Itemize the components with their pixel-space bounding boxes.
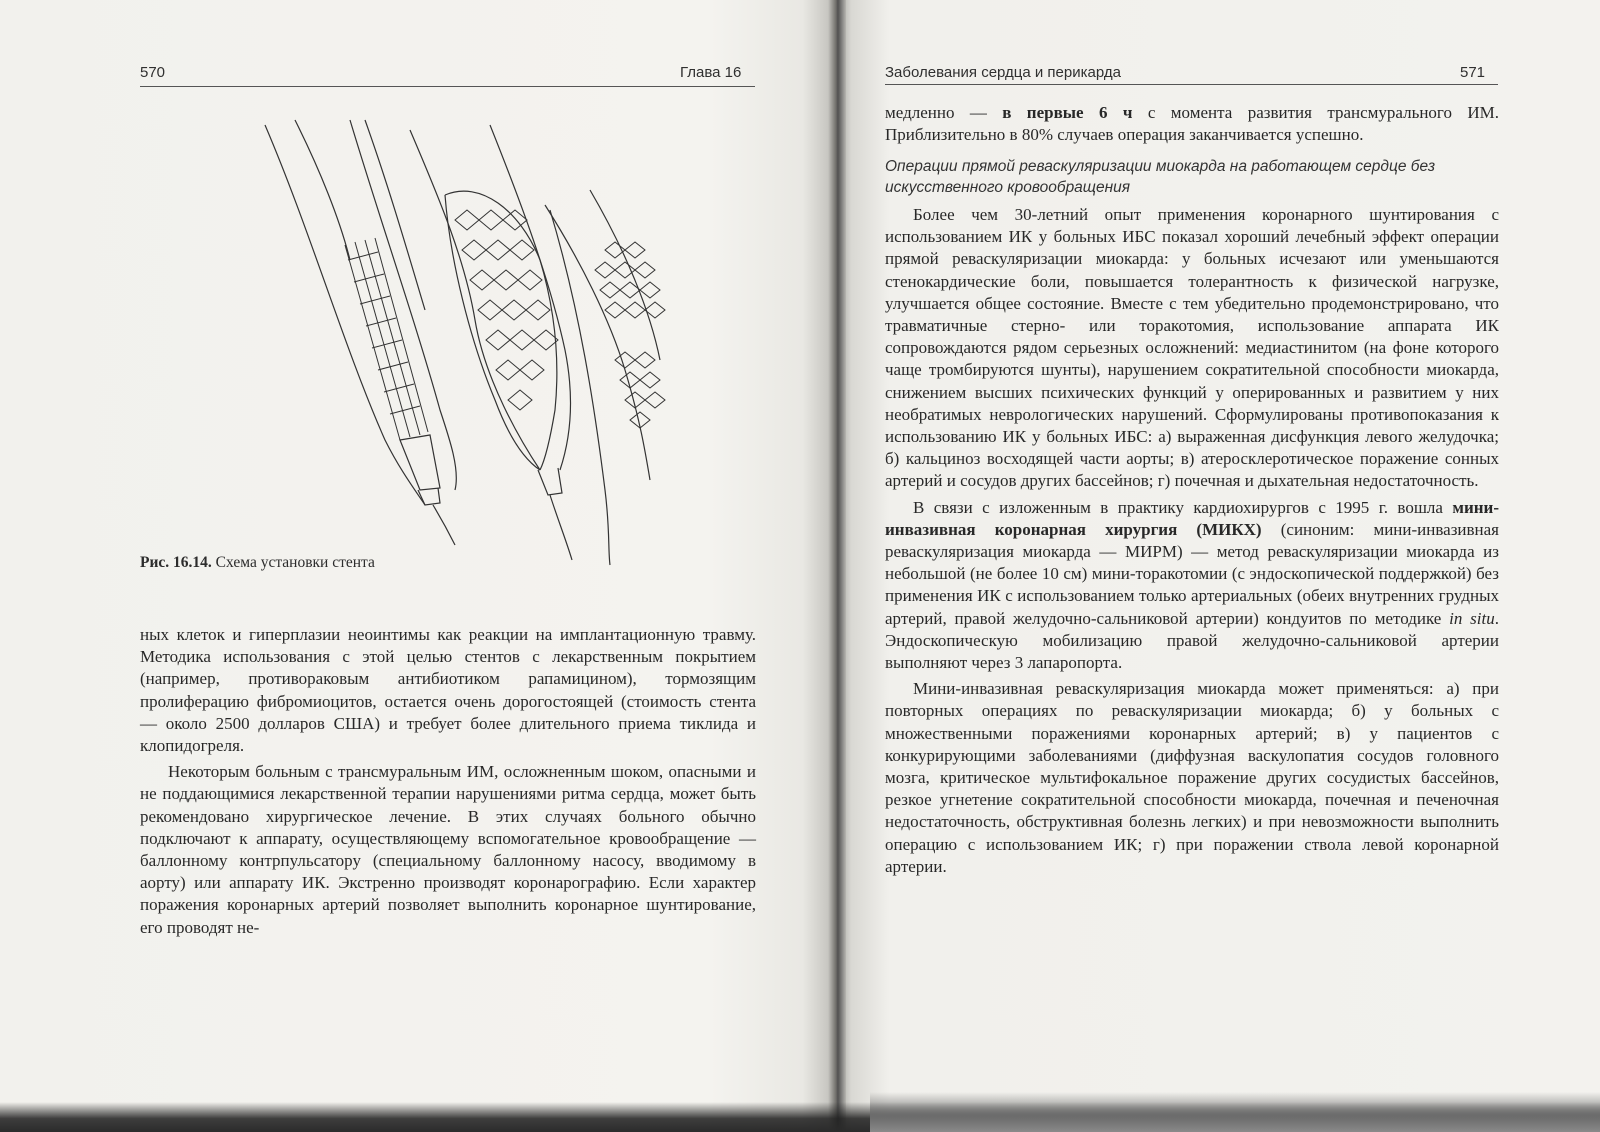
p0-post: с момента развития трансмурального ИМ. Приблизительно в 80% случаев операция заканчивается успешно.: [885, 103, 1500, 145]
p2-italic: in situ: [1449, 608, 1495, 628]
right-paragraph-0: [885, 102, 1499, 146]
figure-caption-text: Схема установки стента: [215, 554, 375, 571]
stent-figure: [250, 110, 670, 580]
figure-label: Рис. 16.14.: [140, 554, 212, 571]
right-paragraph-2: [885, 497, 1499, 675]
left-body: [140, 624, 756, 939]
running-head-left: Глава 16: [680, 64, 742, 81]
section-subheading: Операции прямой реваскуляризации миокарда на работающем сердце без искусственного кровообращения: [885, 158, 1436, 196]
p0-pre: медленно —: [885, 103, 1003, 122]
p2-mid: (синоним: мини-инвазивная реваскуляризация миокарда — МИРМ) — метод реваскуляризации миокарда из небольшой (не более 10 см) мини-торакотомии (с эндоскопической поддержкой) без применения ИК с использованием только артериальных (обеих внутренних грудных артерий, правой желудочно-сальниковой артерии) кондуитов по методике: [885, 519, 1499, 628]
page-number-left: 570: [140, 64, 166, 81]
book-gutter: [828, 0, 846, 1132]
page-number-right: 571: [1460, 64, 1486, 81]
p2-bold: мини-инвазивная коронарная хирургия (МИКХ): [885, 497, 1499, 539]
vessel-2: [410, 125, 572, 560]
figure-caption: [140, 554, 375, 572]
vessel-3: [545, 190, 665, 565]
left-paragraph-2: Некоторым больным с трансмуральным ИМ, осложненным шоком, опасными и не поддающимися лекарственной терапии нарушениями ритма сердца, может быть рекомендовано хирургическое лечение. В этих случаях больного обычно подключают к аппарату, осуществляющему вспомогательное кровообращение — баллонному контрпульсатору (специальному баллонному насосу, вводимому в аорту) или аппарату ИК. Экстренно производят коронарографию. Если характер поражения коронарных артерий позволяет выполнить коронарное шунтирование, его проводят не-: [140, 762, 756, 937]
header-rule-left: [140, 86, 755, 87]
p2-pre: В связи с изложенным в практику кардиохирургов с 1995 г. вошла: [913, 497, 1453, 517]
right-page: [836, 0, 1600, 1132]
right-body-top: [885, 102, 1499, 146]
running-head-right: Заболевания сердца и перикарда: [885, 64, 1121, 81]
right-paragraph-1: Более чем 30-летний опыт применения коронарного шунтирования с использованием ИК у больных ИБС показал хороший лечебный эффект операции прямой реваскуляризации миокарда: у больных исчезают или уменьшаются стенокардические боли, повышается толерантность к физической нагрузке, улучшается общее состояние. Вместе с тем убедительно продемонстрировано, что травматичные стерно- или торакотомия, использование аппарата ИК сопровождаются рядом серьезных осложнений: медиастинитом (на фоне которого чаще тромбируются шунты), нарушением сократительной способности миокарда, снижением высших психических функций у оперированных и развитием у них необратимых неврологических нарушений. Сформулированы противопоказания к использованию ИК у больных ИБС: а) выраженная дисфункция левого желудочка; б) кальциноз восходящей части аорты; в) атеросклеротическое поражение сонных артерий и сосудов других бассейнов; г) почечная и дыхательная недостаточность.: [885, 205, 1499, 491]
p2-post: . Эндоскопическую мобилизацию правой желудочно-сальниковой артерии выполняют через 3 лапаропорта.: [885, 608, 1499, 673]
bottom-shadow-right: [870, 1092, 1600, 1132]
left-paragraph-1: ных клеток и гиперплазии неоинтимы как реакции на имплантационную травму. Методика использования с этой целью стентов с лекарственным покрытием (например, противораковым антибиотиком рапамицином), тормозящим пролиферацию фибромиоцитов, остается очень дорогостоящей (стоимость стента — около 2500 долларов США) и требует более длительного приема тиклида и клопидогреля.: [140, 625, 756, 756]
p0-bold: в первые 6 ч: [1002, 103, 1133, 122]
header-rule-right: [885, 84, 1498, 85]
right-body: [885, 204, 1499, 878]
right-paragraph-3: Мини-инвазивная реваскуляризация миокарда может применяться: а) при повторных операциях по реваскуляризации миокарда; б) у больных с множественными поражениями коронарных артерий; в) у пациентов с конкурирующими заболеваниями (диффузная васкулопатия сосудов головного мозга, критическое мультифокальное поражение других сосудистых бассейнов, резкое угнетение сократительной способности миокарда, почечная и печеночная недостаточность, обструктивная болезнь легких) и при невозможности выполнить операцию с использованием ИК; г) при поражении ствола левой коронарной артерии.: [885, 679, 1499, 876]
vessel-1: [265, 120, 456, 545]
